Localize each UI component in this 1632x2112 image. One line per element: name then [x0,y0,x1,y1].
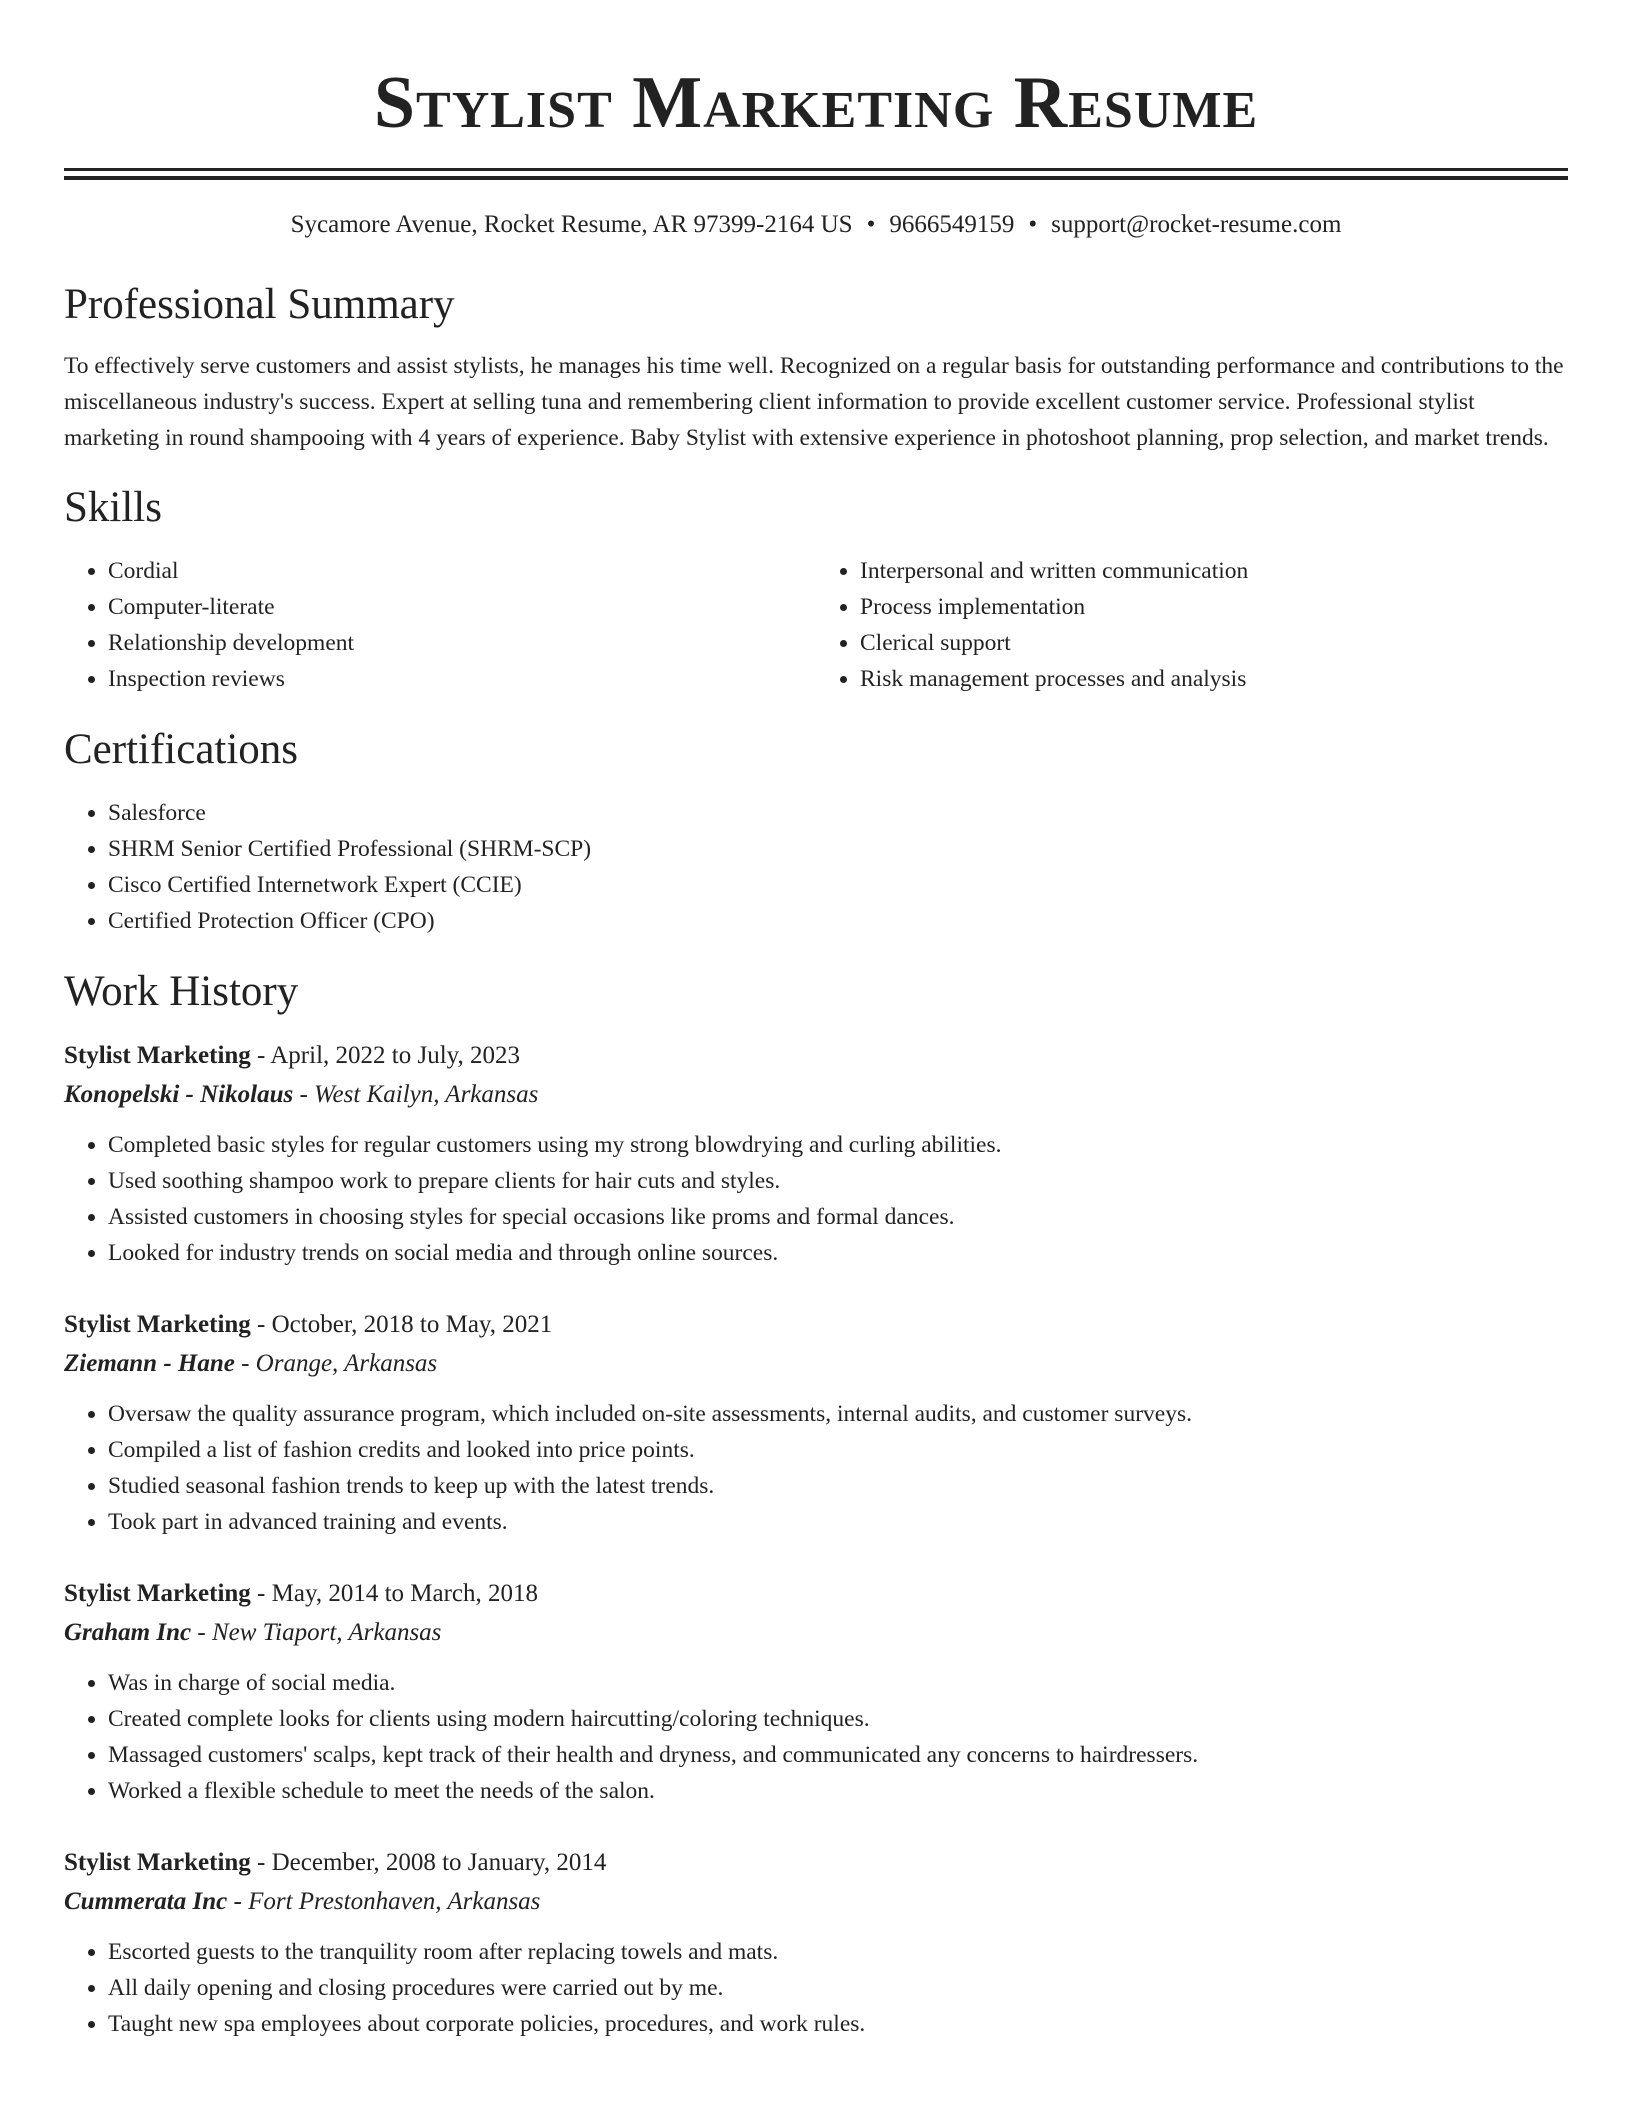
certification-item: • Certified Protection Officer (CPO) [108,903,1568,939]
job-title: Stylist Marketing [64,1580,251,1607]
section-heading-work-history: Work History [64,968,299,1015]
job-bullet: • Took part in advanced training and events. [108,1504,1568,1540]
job-bullet: • Created complete looks for clients using modern haircutting/coloring techniques. [108,1701,1568,1737]
job-bullet: • Completed basic styles for regular customers using my strong blowdrying and curling abilities. [108,1127,1568,1163]
skill-item: • Computer-literate [108,589,816,625]
job-title-line: Stylist Marketing - October, 2018 to May, 2021 [64,1311,553,1338]
job-title-line: Stylist Marketing - December, 2008 to January, 2014 [64,1849,607,1876]
job-entry [64,1037,1568,1271]
job-dates: October, 2018 to May, 2021 [271,1311,553,1338]
section-heading-summary: Professional Summary [64,281,455,328]
job-location: West Kailyn, Arkansas [314,1081,539,1108]
job-entry [64,1575,1568,1809]
skill-item: • Inspection reviews [108,661,816,697]
job-entry [64,1306,1568,1540]
job-company: Konopelski - Nikolaus [64,1081,294,1108]
contact-separator: • [1028,211,1038,238]
job-company: Graham Inc [64,1619,192,1646]
job-dates: December, 2008 to January, 2014 [271,1849,607,1876]
section-heading-certifications: Certifications [64,726,299,773]
job-bullets [64,1934,1568,2042]
job-bullet: • Massaged customers' scalps, kept track of their health and dryness, and communicated any concerns to hairdressers. [108,1737,1568,1773]
job-bullet: • All daily opening and closing procedures were carried out by me. [108,1970,1568,2006]
contact-line [64,210,1568,240]
job-bullets [64,1665,1568,1809]
job-location: New Tiaport, Arkansas [211,1619,442,1646]
certification-item: • Salesforce [108,795,1568,831]
job-dates: May, 2014 to March, 2018 [271,1580,539,1607]
skills-list-right [816,553,1568,697]
job-location: Fort Prestonhaven, Arkansas [248,1888,541,1915]
skill-item: • Risk management processes and analysis [860,661,1568,697]
certifications-list [64,795,1568,939]
skill-item: • Relationship development [108,625,816,661]
contact-address: Sycamore Avenue, Rocket Resume, AR 97399-2164 US [290,211,853,238]
job-bullet: • Was in charge of social media. [108,1665,1568,1701]
job-title: Stylist Marketing [64,1042,251,1069]
certification-item: • Cisco Certified Internetwork Expert (CCIE) [108,867,1568,903]
job-company-line: Konopelski - Nikolaus - West Kailyn, Arkansas [64,1081,539,1108]
job-company: Ziemann - Hane [64,1350,235,1377]
skills-list-left [64,553,816,697]
skill-item: • Clerical support [860,625,1568,661]
title-double-rule [64,168,1568,180]
job-bullet: • Studied seasonal fashion trends to keep up with the latest trends. [108,1468,1568,1504]
contact-phone: 9666549159 [889,211,1015,238]
job-bullet: • Looked for industry trends on social media and through online sources. [108,1235,1568,1271]
job-bullet: • Compiled a list of fashion credits and looked into price points. [108,1432,1568,1468]
job-bullets [64,1127,1568,1271]
job-title: Stylist Marketing [64,1849,251,1876]
skill-item: • Process implementation [860,589,1568,625]
certification-item: • SHRM Senior Certified Professional (SHRM-SCP) [108,831,1568,867]
job-company-line: Cummerata Inc - Fort Prestonhaven, Arkansas [64,1888,541,1915]
job-bullets [64,1396,1568,1540]
section-heading-skills: Skills [64,484,162,531]
summary-text: To effectively serve customers and assist stylists, he manages his time well. Recognized on a regular basis for outstanding performance and contributions to the miscellaneous industry's success. Expert at selling tuna and remembering client information to provide excellent customer service. Professional stylist marketing in round shampooing with 4 years of experience. Baby Stylist with extensive experience in photoshoot planning, prop selection, and market trends. [64,353,1564,451]
job-bullet: • Used soothing shampoo work to prepare clients for hair cuts and styles. [108,1163,1568,1199]
job-company-line: Ziemann - Hane - Orange, Arkansas [64,1350,438,1377]
job-company-line: Graham Inc - New Tiaport, Arkansas [64,1619,442,1646]
job-entry [64,1844,1568,2042]
skill-item: • Cordial [108,553,816,589]
job-bullet: • Escorted guests to the tranquility room after replacing towels and mats. [108,1934,1568,1970]
job-company: Cummerata Inc [64,1888,228,1915]
resume-title: Stylist Marketing Resume [373,62,1259,144]
job-bullet: • Assisted customers in choosing styles for special occasions like proms and formal dances. [108,1199,1568,1235]
job-title-line: Stylist Marketing - April, 2022 to July, 2023 [64,1042,521,1069]
contact-email: support@rocket-resume.com [1051,211,1342,238]
job-bullet: • Worked a flexible schedule to meet the needs of the salon. [108,1773,1568,1809]
contact-separator: • [866,211,876,238]
job-title: Stylist Marketing [64,1311,251,1338]
job-dates: April, 2022 to July, 2023 [270,1042,521,1069]
job-location: Orange, Arkansas [255,1350,438,1377]
job-bullet: • Taught new spa employees about corporate policies, procedures, and work rules. [108,2006,1568,2042]
skill-item: • Interpersonal and written communication [860,553,1568,589]
job-title-line: Stylist Marketing - May, 2014 to March, 2018 [64,1580,539,1607]
job-bullet: • Oversaw the quality assurance program, which included on-site assessments, internal audits, and customer surveys. [108,1396,1568,1432]
skills-columns [64,553,1568,697]
